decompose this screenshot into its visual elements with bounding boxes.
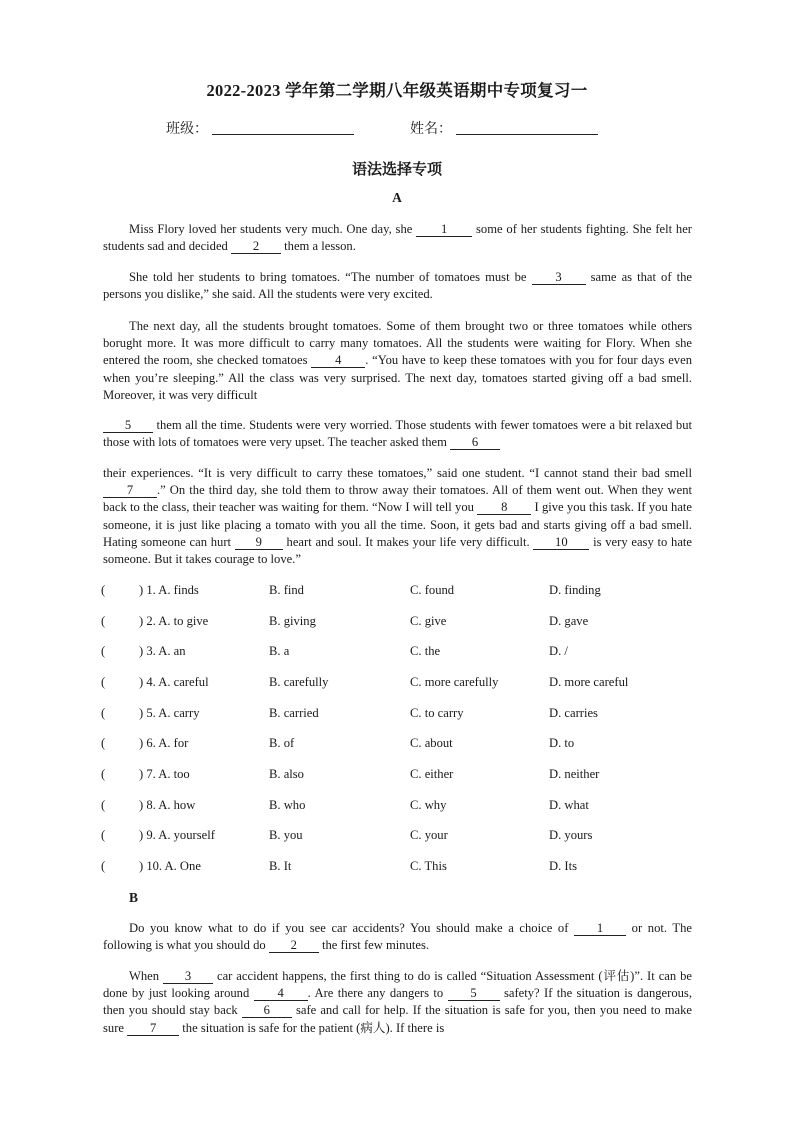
blank-b5[interactable]: 5 xyxy=(448,987,500,1001)
option-a: ) 5. A. carry xyxy=(139,706,200,720)
option-b: B. carried xyxy=(269,706,319,720)
blank-b7[interactable]: 7 xyxy=(127,1022,179,1036)
option-b: B. find xyxy=(269,583,304,597)
option-a: ) 2. A. to give xyxy=(139,614,209,628)
answer-paren[interactable]: ( xyxy=(101,614,106,628)
option-c: C. either xyxy=(410,767,454,781)
answer-paren[interactable]: ( xyxy=(101,675,106,689)
option-d: D. more careful xyxy=(549,675,629,689)
question-row xyxy=(101,675,701,693)
class-field xyxy=(166,118,354,138)
part-a-heading: A xyxy=(392,190,402,205)
section-title: 语法选择专项 xyxy=(351,162,442,178)
option-b: B. also xyxy=(269,767,304,781)
question-row xyxy=(101,614,701,632)
question-row xyxy=(101,736,701,754)
question-row xyxy=(101,859,701,877)
option-b: B. carefully xyxy=(269,675,329,689)
answer-paren[interactable]: ( xyxy=(101,583,106,597)
blank-b3[interactable]: 3 xyxy=(163,970,213,984)
option-a: ) 4. A. careful xyxy=(139,675,209,689)
passage-a-paragraph-4: 5 them all the time. Students were very worried. Those students with fewer tomatoes were a bit relaxed but those with lots of tomatoes were very upset. The teacher asked them 6 xyxy=(103,418,692,450)
option-c: C. more carefully xyxy=(410,675,499,689)
passage-a-paragraph-1: Miss Flory loved her students very much. One day, she 1 some of her students fighting. She felt her students sad and decided 2 them a lesson. xyxy=(103,222,693,254)
option-b: B. a xyxy=(269,644,290,658)
option-c: C. This xyxy=(410,859,447,873)
option-d: D. what xyxy=(549,798,589,812)
option-b: B. who xyxy=(269,798,306,812)
option-a: ) 7. A. too xyxy=(139,767,190,781)
option-c: C. give xyxy=(410,614,447,628)
answer-paren[interactable]: ( xyxy=(101,828,106,842)
blank-a3[interactable]: 3 xyxy=(532,271,586,285)
option-d: D. Its xyxy=(549,859,577,873)
option-a: ) 8. A. how xyxy=(139,798,196,812)
option-d: D. / xyxy=(549,644,568,658)
option-c: C. to carry xyxy=(410,706,464,720)
option-c: C. the xyxy=(410,644,441,658)
blank-a7[interactable]: 7 xyxy=(103,484,157,498)
blank-a1[interactable]: 1 xyxy=(416,223,472,237)
option-c: C. about xyxy=(410,736,453,750)
passage-a-paragraph-3: The next day, all the students brought tomatoes. Some of them brought two or three tomatoes while others borught more. It was more difficult to carry many tomatoes. All the students were waiting for Flory. When she entered the room, she checked tomatoes 4 . “You have to keep these tomatoes with you for four days even when you’re sleeping.” All the class was very surprised. The next day, tomatoes started giving off a bad smell. Moreover, it was very difficult xyxy=(103,319,692,402)
option-d: D. finding xyxy=(549,583,601,597)
option-d: D. carries xyxy=(549,706,598,720)
option-a: ) 9. A. yourself xyxy=(139,828,215,842)
option-c: C. found xyxy=(410,583,455,597)
option-b: B. you xyxy=(269,828,303,842)
class-label: 班级： xyxy=(166,122,208,137)
part-b-heading: B xyxy=(129,890,139,905)
option-d: D. gave xyxy=(549,614,589,628)
option-b: B. of xyxy=(269,736,295,750)
passage-a-paragraph-5: their experiences. “It is very difficult to carry these tomatoes,” said one student. “I cannot stand their bad smell 7 .” On the third day, she told them to throw away their tomatoes. All of them went out. When they went back to the class, their teacher was waiting for them. “Now I will tell you 8 I give you this task. If you hate someone, it is just like placing a tomato with you all the time. Soon, it gets bad and starts giving off a bad smell. Hating someone can hurt 9 heart and soul. It makes your life very difficult. 10 is very easy to hate someone. But it takes courage to love.” xyxy=(103,466,692,567)
answer-paren[interactable]: ( xyxy=(101,798,106,812)
passage-a-paragraph-2: She told her students to bring tomatoes. “The number of tomatoes must be 3 same as that of the persons you dislike,” she said. All the students were very excited. xyxy=(103,270,692,302)
blank-b6[interactable]: 6 xyxy=(242,1004,292,1018)
option-b: B. giving xyxy=(269,614,316,628)
answer-paren[interactable]: ( xyxy=(101,859,106,873)
option-c: C. your xyxy=(410,828,448,842)
blank-a4[interactable]: 4 xyxy=(311,354,365,368)
question-row xyxy=(101,644,701,662)
blank-b4[interactable]: 4 xyxy=(254,987,308,1001)
option-b: B. It xyxy=(269,859,292,873)
blank-a2[interactable]: 2 xyxy=(231,240,281,254)
option-d: D. neither xyxy=(549,767,600,781)
name-field xyxy=(410,118,598,138)
blank-b2[interactable]: 2 xyxy=(269,939,319,953)
option-d: D. to xyxy=(549,736,575,750)
answer-paren[interactable]: ( xyxy=(101,736,106,750)
option-a: ) 3. A. an xyxy=(139,644,186,658)
option-a: ) 10. A. One xyxy=(139,859,201,873)
question-row xyxy=(101,706,701,724)
option-a: ) 6. A. for xyxy=(139,736,189,750)
name-blank[interactable] xyxy=(456,120,598,135)
question-row xyxy=(101,767,701,785)
option-d: D. yours xyxy=(549,828,593,842)
answer-paren[interactable]: ( xyxy=(101,767,106,781)
answer-paren[interactable]: ( xyxy=(101,644,106,658)
page-title: 2022-2023 学年第二学期八年级英语期中专项复习一 xyxy=(206,81,588,100)
answer-paren[interactable]: ( xyxy=(101,706,106,720)
question-row xyxy=(101,798,701,816)
option-c: C. why xyxy=(410,798,447,812)
blank-a8[interactable]: 8 xyxy=(477,501,531,515)
blank-b1[interactable]: 1 xyxy=(574,922,626,936)
blank-a10[interactable]: 10 xyxy=(533,536,589,550)
passage-b-paragraph-2: When 3 car accident happens, the first thing to do is called “Situation Assessment (评估)”. It can be done by just looking around 4 . Are there any dangers to 5 safety? If the situation is dangerous, then you should stay back 6 safe and call for help. If the situation is safe for you, then you need to make sure 7 the situation is safe for the patient (病人). If there is xyxy=(103,969,693,1035)
question-row xyxy=(101,583,701,601)
blank-a6[interactable]: 6 xyxy=(450,436,500,450)
blank-a9[interactable]: 9 xyxy=(235,536,283,550)
blank-a5[interactable]: 5 xyxy=(103,419,153,433)
option-a: ) 1. A. finds xyxy=(139,583,199,597)
class-blank[interactable] xyxy=(212,120,354,135)
question-row xyxy=(101,828,701,846)
passage-b-paragraph-1: Do you know what to do if you see car accidents? You should make a choice of 1 or not. The following is what you should do 2 the first few minutes. xyxy=(103,921,692,953)
name-label: 姓名： xyxy=(410,122,452,137)
